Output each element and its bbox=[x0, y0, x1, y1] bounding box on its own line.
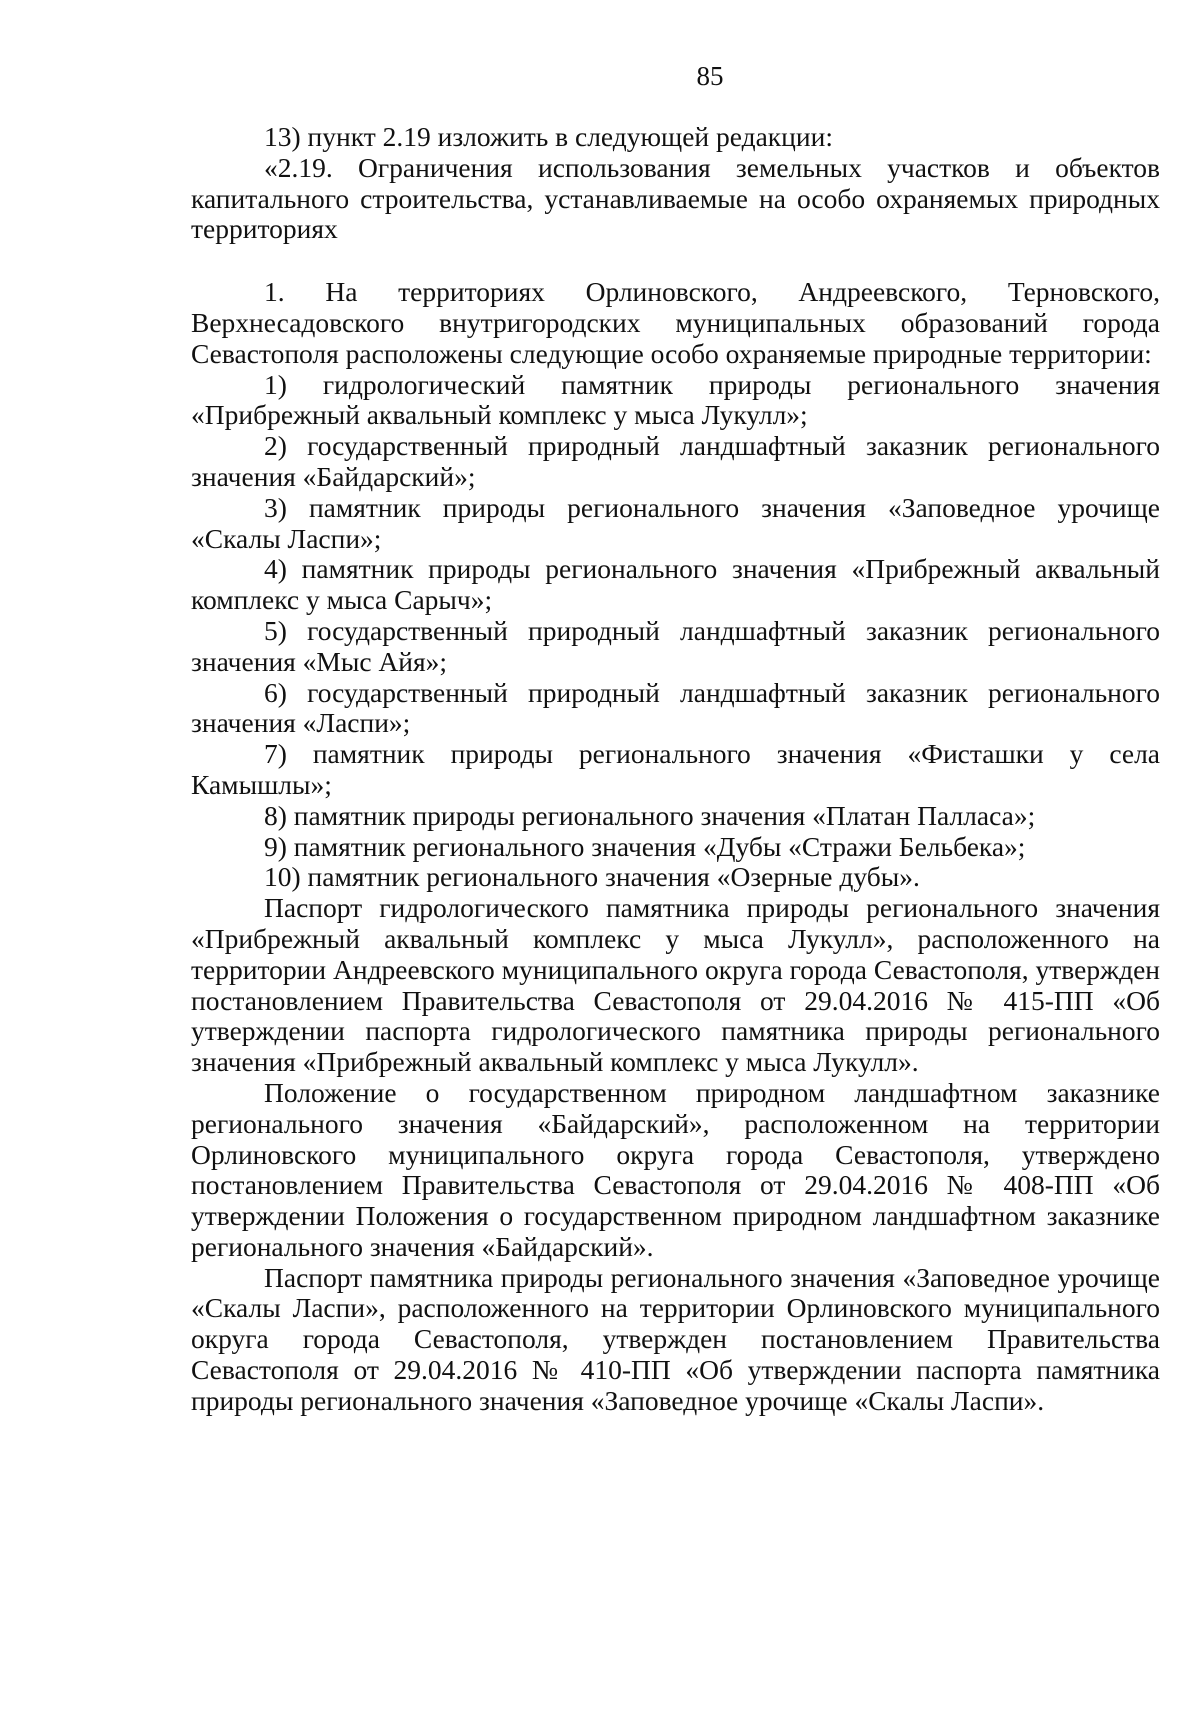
list-item-1: 1) гидрологический памятник природы регионального значения «Прибрежный аквальный комплекс у мыса Лукулл»; bbox=[191, 368, 1160, 431]
paragraph-passport-lukull: Паспорт гидрологического памятника природы регионального значения «Прибрежный аквальный комплекс у мыса Лукулл», расположенного на территории Андреевского муниципального округа города Севастополя, утвержден постановлением Правительства Севастополя от 29.04.2016 № 415-ПП «Об утверждении паспорта гидрологического памятника природы регионального значения «Прибрежный аквальный комплекс у мыса Лукулл». bbox=[191, 892, 1160, 1078]
paragraph-territories-intro: 1. На территориях Орлиновского, Андреевского, Терновского, Верхнесадовского внутригородских муниципальных образований города Севастополя расположены следующие особо охраняемые природные территории: bbox=[191, 276, 1160, 369]
list-item-2: 2) государственный природный ландшафтный заказник регионального значения «Байдарский»; bbox=[191, 430, 1160, 492]
paragraph-passport-laspi: Паспорт памятника природы регионального значения «Заповедное урочище «Скалы Ласпи», расположенного на территории Орлиновского муниципального округа города Севастополя, утвержден постановлением Правительства Севастополя от 29.04.2016 № 410-ПП «Об утверждении паспорта памятника природы регионального значения «Заповедное урочище «Скалы Ласпи». bbox=[191, 1261, 1160, 1416]
page-number: 85 bbox=[696, 61, 724, 91]
list-item-7: 7) памятник природы регионального значения «Фисташки у села Камышлы»; bbox=[191, 738, 1160, 800]
list-item-9: 9) памятник регионального значения «Дубы «Стражи Бельбека»; bbox=[264, 830, 1026, 862]
paragraph-section-heading: «2.19. Ограничения использования земельных участков и объектов капитального строительства, устанавливаемые на особо охраняемых природных территориях bbox=[191, 151, 1160, 245]
paragraph-item-13: 13) пункт 2.19 изложить в следующей редакции: bbox=[264, 121, 833, 152]
list-item-8: 8) памятник природы регионального значения «Платан Палласа»; bbox=[264, 799, 1036, 831]
paragraph-regulation-baidarsky: Положение о государственном природном ландшафтном заказнике регионального значения «Байдарский», расположенном на территории Орлиновского муниципального округа города Севастополя, утверждено постановлением Правительства Севастополя от 29.04.2016 № 408-ПП «Об утверждении Положения о государственном природном ландшафтном заказнике регионального значения «Байдарский». bbox=[191, 1076, 1160, 1262]
list-item-10: 10) памятник регионального значения «Озерные дубы». bbox=[264, 861, 920, 893]
list-item-6: 6) государственный природный ландшафтный заказник регионального значения «Ласпи»; bbox=[191, 676, 1160, 739]
list-item-5: 5) государственный природный ландшафтный заказник регионального значения «Мыс Айя»; bbox=[191, 614, 1160, 677]
list-item-4: 4) памятник природы регионального значения «Прибрежный аквальный комплекс у мыса Сарыч»; bbox=[191, 553, 1160, 616]
document-body bbox=[191, 122, 1160, 1417]
list-item-3: 3) памятник природы регионального значения «Заповедное урочище «Скалы Ласпи»; bbox=[191, 491, 1160, 554]
